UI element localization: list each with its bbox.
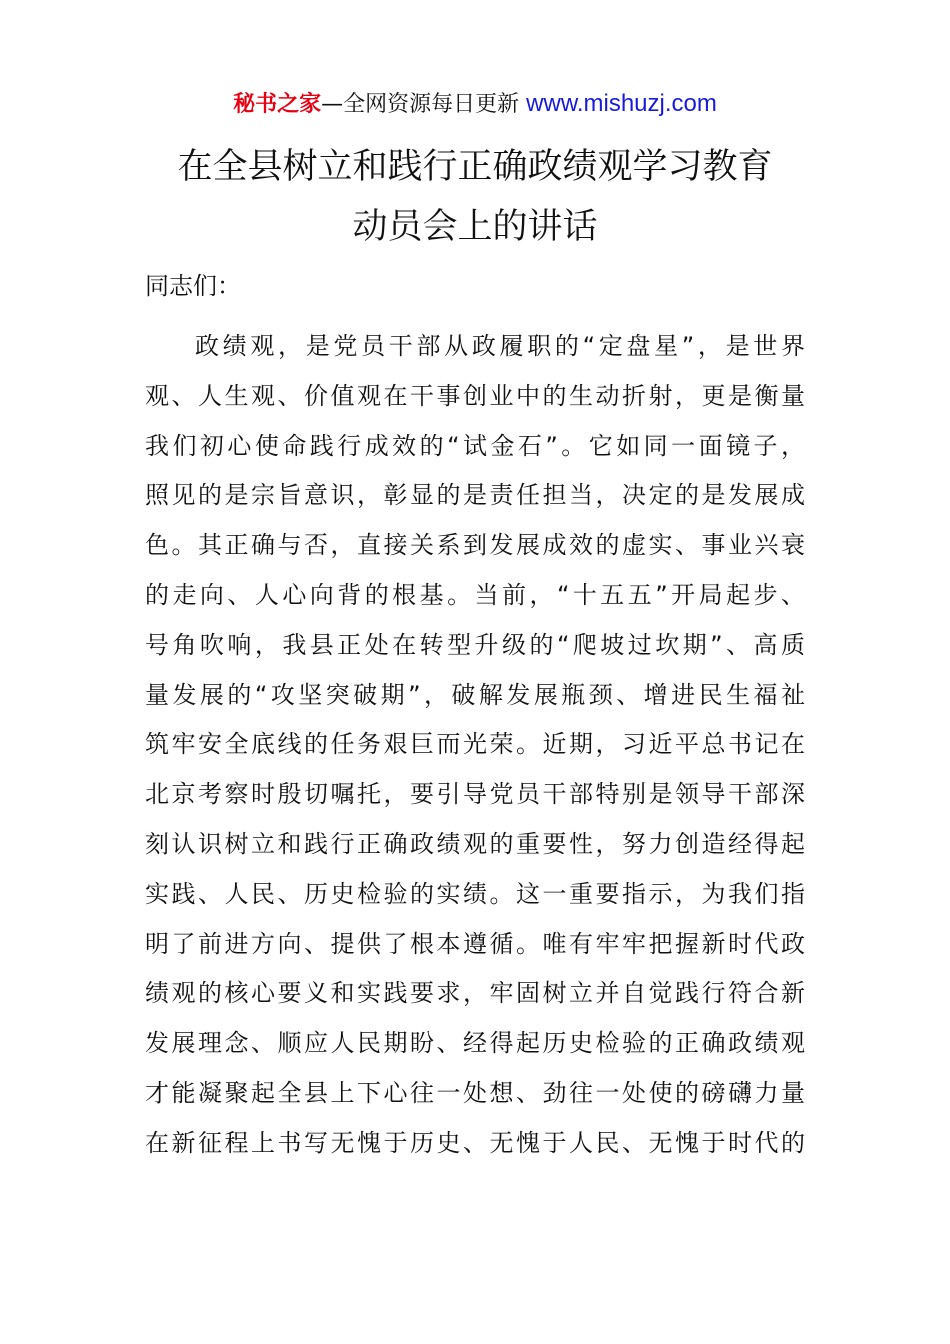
document-title-line-2: 动员会上的讲话 [352, 207, 598, 247]
body-line: 绩观的核心要义和实践要求，牢固树立并自觉践行符合新 [145, 979, 805, 1008]
body-line: 北京考察时殷切嘱托，要引导党员干部特别是领导干部深 [145, 780, 805, 809]
greeting: 同志们： [145, 272, 241, 300]
body-line: 色。其正确与否，直接关系到发展成效的虚实、事业兴衰 [145, 531, 805, 560]
site-header [0, 88, 950, 121]
document-title-line-1: 在全县树立和践行正确政绩观学习教育 [177, 147, 773, 187]
body-line: 观、人生观、价值观在干事创业中的生动折射，更是衡量 [145, 381, 805, 410]
body-line: 筑牢安全底线的任务艰巨而光荣。近期，习近平总书记在 [145, 730, 805, 759]
body-line: 发展理念、顺应人民期盼、经得起历史检验的正确政绩观 [145, 1029, 805, 1058]
site-brand: 秘书之家 [233, 92, 322, 117]
body-line: 政绩观，是党员干部从政履职的“定盘星”，是世界 [195, 332, 805, 360]
document-body [145, 326, 805, 1173]
body-line: 号角吹响，我县正处在转型升级的“爬坡过坎期”、高质 [145, 630, 805, 659]
site-tagline: —全网资源每日更新 [321, 92, 520, 117]
body-line: 刻认识树立和践行正确政绩观的重要性，努力创造经得起 [145, 829, 805, 858]
body-line: 实践、人民、历史检验的实绩。这一重要指示，为我们指 [145, 879, 805, 908]
site-url-link[interactable]: www.mishuzj.com [526, 90, 717, 117]
body-line: 量发展的“攻坚突破期”，破解发展瓶颈、增进民生福祉 [145, 680, 805, 709]
body-line: 明了前进方向、提供了根本遵循。唯有牢牢把握新时代政 [145, 929, 805, 958]
body-line: 在新征程上书写无愧于历史、无愧于人民、无愧于时代的 [145, 1128, 805, 1157]
body-line: 照见的是宗旨意识，彰显的是责任担当，决定的是发展成 [145, 481, 805, 510]
body-line: 的走向、人心向背的根基。当前，“十五五”开局起步、 [145, 580, 805, 609]
body-line: 我们初心使命践行成效的“试金石”。它如同一面镜子， [145, 431, 805, 460]
body-line: 才能凝聚起全县上下心往一处想、劲往一处使的磅礴力量 [145, 1078, 805, 1107]
